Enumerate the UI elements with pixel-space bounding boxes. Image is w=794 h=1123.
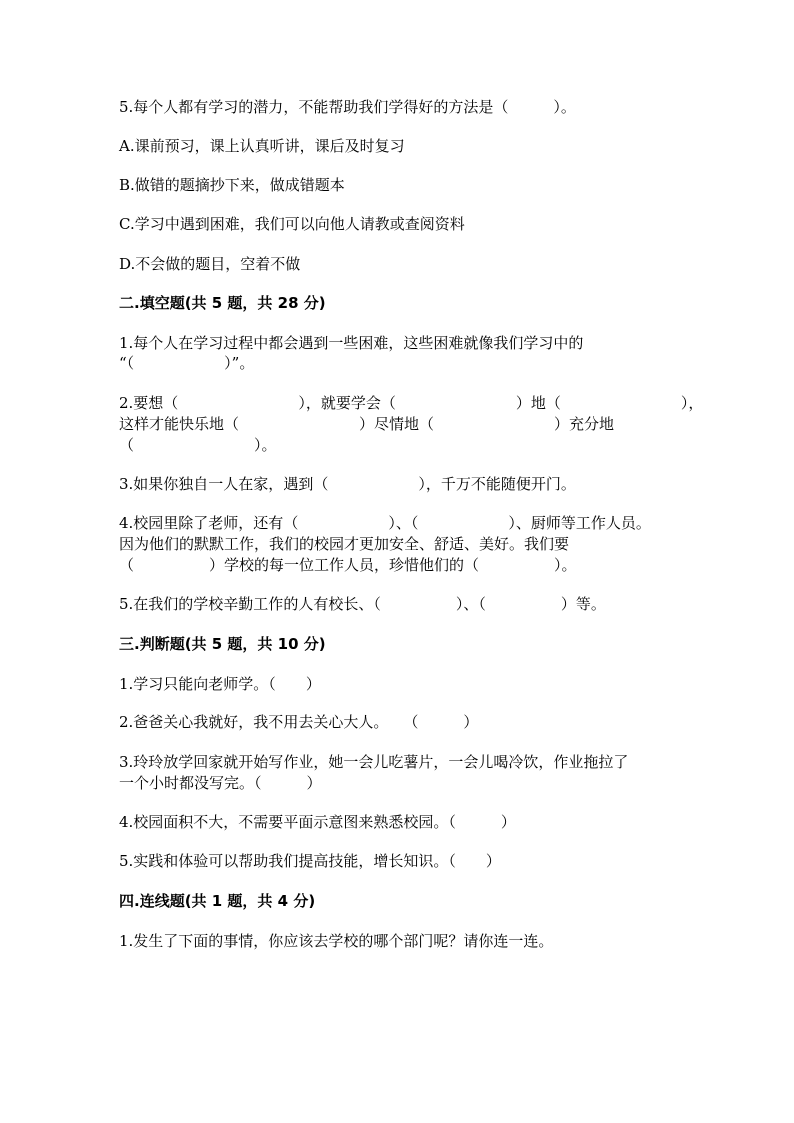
fill-q4-line-3: （ ）学校的每一位工作人员，珍惜他们的（ ）。 (119, 556, 577, 574)
fill-section-heading: 二.填空题(共 5 题，共 28 分) (119, 294, 326, 312)
choice-q5-option-a: A.课前预习，课上认真听讲，课后及时复习 (119, 137, 405, 155)
fill-q4-line-1: 4.校园里除了老师，还有（ ）、（ ）、厨师等工作人员。 (119, 514, 651, 532)
judge-q2: 2.爸爸关心我就好，我不用去关心大人。 （ ） (119, 713, 479, 731)
choice-q5-option-c: C.学习中遇到困难，我们可以向他人请教或查阅资料 (119, 215, 465, 233)
match-section-heading: 四.连线题(共 1 题，共 4 分) (119, 892, 316, 910)
judge-q1: 1.学习只能向老师学。（ ） (119, 675, 321, 693)
choice-q5-stem: 5.每个人都有学习的潜力，不能帮助我们学得好的方法是（ ）。 (119, 98, 576, 116)
choice-q5-option-d: D.不会做的题目，空着不做 (119, 255, 301, 273)
fill-q1-line-1: 1.每个人在学习过程中都会遇到一些困难，这些困难就像我们学习中的 (119, 334, 584, 352)
judge-q4: 4.校园面积不大，不需要平面示意图来熟悉校园。（ ） (119, 813, 516, 831)
judge-q3-line-1: 3.玲玲放学回家就开始写作业，她一会儿吃薯片，一会儿喝冷饮，作业拖拉了 (119, 753, 629, 771)
fill-q4-line-2: 因为他们的默默工作，我们的校园才更加安全、舒适、美好。我们要 (119, 535, 570, 553)
judge-q5: 5.实践和体验可以帮助我们提高技能，增长知识。（ ） (119, 852, 501, 870)
fill-q3-line-1: 3.如果你独自一人在家，遇到（ ），千万不能随便开门。 (119, 475, 576, 493)
fill-q2-line-2: 这样才能快乐地（ ）尽情地（ ）充分地 (119, 415, 615, 433)
choice-q5-option-b: B.做错的题摘抄下来，做成错题本 (119, 176, 345, 194)
fill-q2-line-3: （ ）。 (119, 436, 277, 454)
fill-q5-line-1: 5.在我们的学校辛勤工作的人有校长、（ ）、（ ）等。 (119, 595, 606, 613)
fill-q2-line-1: 2.要想（ ），就要学会（ ）地（ ）， (119, 394, 704, 412)
judge-section-heading: 三.判断题(共 5 题，共 10 分) (119, 635, 326, 653)
fill-q1-line-2: “（ ）”。 (119, 354, 255, 372)
match-q1: 1.发生了下面的事情，你应该去学校的哪个部门呢？请你连一连。 (119, 932, 554, 950)
judge-q3-line-2: 一个小时都没写完。（ ） (119, 774, 322, 792)
